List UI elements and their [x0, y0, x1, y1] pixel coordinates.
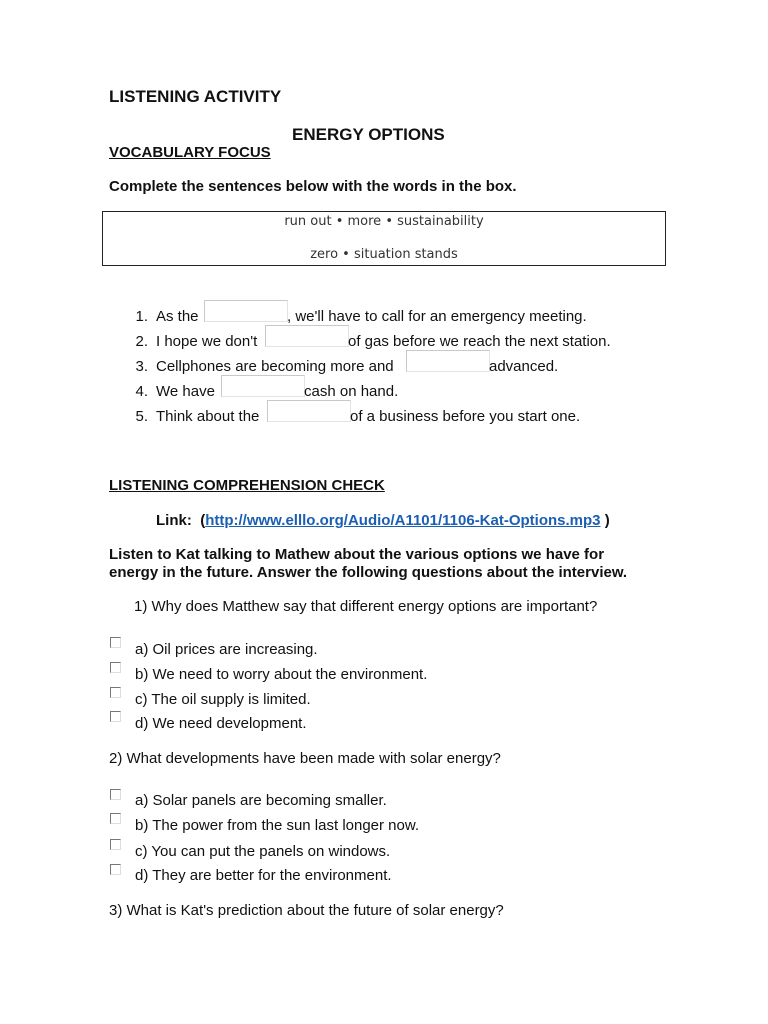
- checkbox-q1-b[interactable]: [110, 662, 121, 673]
- option-q2-d: d) They are better for the environment.: [135, 867, 392, 884]
- option-q1-c: c) The oil supply is limited.: [135, 691, 311, 708]
- option-q2-c: c) You can put the panels on windows.: [135, 843, 391, 860]
- option-q2-b: b) The power from the sun last longer now.: [135, 817, 420, 834]
- answer-blank-3[interactable]: [406, 350, 490, 372]
- answer-blank-1[interactable]: [204, 300, 288, 322]
- checkbox-q2-c[interactable]: [110, 839, 121, 850]
- intro-line-1: Listen to Kat talking to Mathew about the various options we have for: [109, 546, 605, 563]
- page-title: ENERGY OPTIONS: [292, 125, 445, 144]
- checkbox-q1-c[interactable]: [110, 687, 121, 698]
- sentence-4: [130, 383, 690, 405]
- sentence-1: [130, 308, 690, 330]
- page-heading: LISTENING ACTIVITY: [109, 87, 282, 106]
- checkbox-q2-d[interactable]: [110, 864, 121, 875]
- checkbox-q1-d[interactable]: [110, 711, 121, 722]
- sentence-text-before: As the: [156, 308, 199, 325]
- sentence-text-after: , we'll have to call for an emergency meeting.: [287, 308, 587, 325]
- sentence-number: 3.: [135, 358, 148, 375]
- answer-blank-2[interactable]: [265, 325, 349, 347]
- answer-blank-4[interactable]: [221, 375, 305, 397]
- checkbox-q1-a[interactable]: [110, 637, 121, 648]
- answer-blank-5[interactable]: [267, 400, 351, 422]
- sentence-text-after: of gas before we reach the next station.: [348, 333, 611, 350]
- option-q1-d: d) We need development.: [135, 715, 307, 732]
- link-label: Link:: [156, 512, 192, 529]
- checkbox-q2-b[interactable]: [110, 813, 121, 824]
- audio-link-line: [156, 512, 610, 529]
- link-open-paren: (: [200, 512, 206, 529]
- option-q2-a: a) Solar panels are becoming smaller.: [135, 792, 387, 809]
- word-box-line-2: zero • situation stands: [310, 247, 458, 262]
- sentence-5: [130, 408, 690, 430]
- sentence-number: 1.: [135, 308, 148, 325]
- sentence-text-before: I hope we don't: [156, 333, 258, 350]
- sentence-number: 5.: [135, 408, 148, 425]
- vocabulary-instruction: Complete the sentences below with the words in the box.: [109, 178, 517, 195]
- sentence-text-before: Cellphones are becoming more and: [156, 358, 394, 375]
- sentence-text-before: We have: [156, 383, 215, 400]
- comprehension-heading: LISTENING COMPREHENSION CHECK: [109, 477, 385, 494]
- sentence-number: 2.: [135, 333, 148, 350]
- sentence-text-after: of a business before you start one.: [350, 408, 581, 425]
- sentence-3: [130, 358, 690, 380]
- checkbox-q2-a[interactable]: [110, 789, 121, 800]
- sentence-text-after: cash on hand.: [304, 383, 399, 400]
- question-3: 3) What is Kat's prediction about the future of solar energy?: [109, 902, 504, 919]
- link-close-paren: ): [604, 512, 610, 529]
- question-2: 2) What developments have been made with solar energy?: [109, 750, 501, 767]
- question-1: 1) Why does Matthew say that different energy options are important?: [134, 598, 598, 615]
- sentence-text-after: advanced.: [489, 358, 559, 375]
- word-box: [102, 211, 666, 266]
- sentence-text-before: Think about the: [156, 408, 260, 425]
- word-box-line-1: run out • more • sustainability: [284, 214, 484, 229]
- sentence-number: 4.: [135, 383, 148, 400]
- vocabulary-heading: VOCABULARY FOCUS: [109, 144, 271, 161]
- option-q1-a: a) Oil prices are increasing.: [135, 641, 318, 658]
- option-q1-b: b) We need to worry about the environment.: [135, 666, 428, 683]
- intro-line-2: energy in the future. Answer the following questions about the interview.: [109, 564, 628, 581]
- audio-link[interactable]: http://www.elllo.org/Audio/A1101/1106-Kat-Options.mp3: [205, 512, 601, 529]
